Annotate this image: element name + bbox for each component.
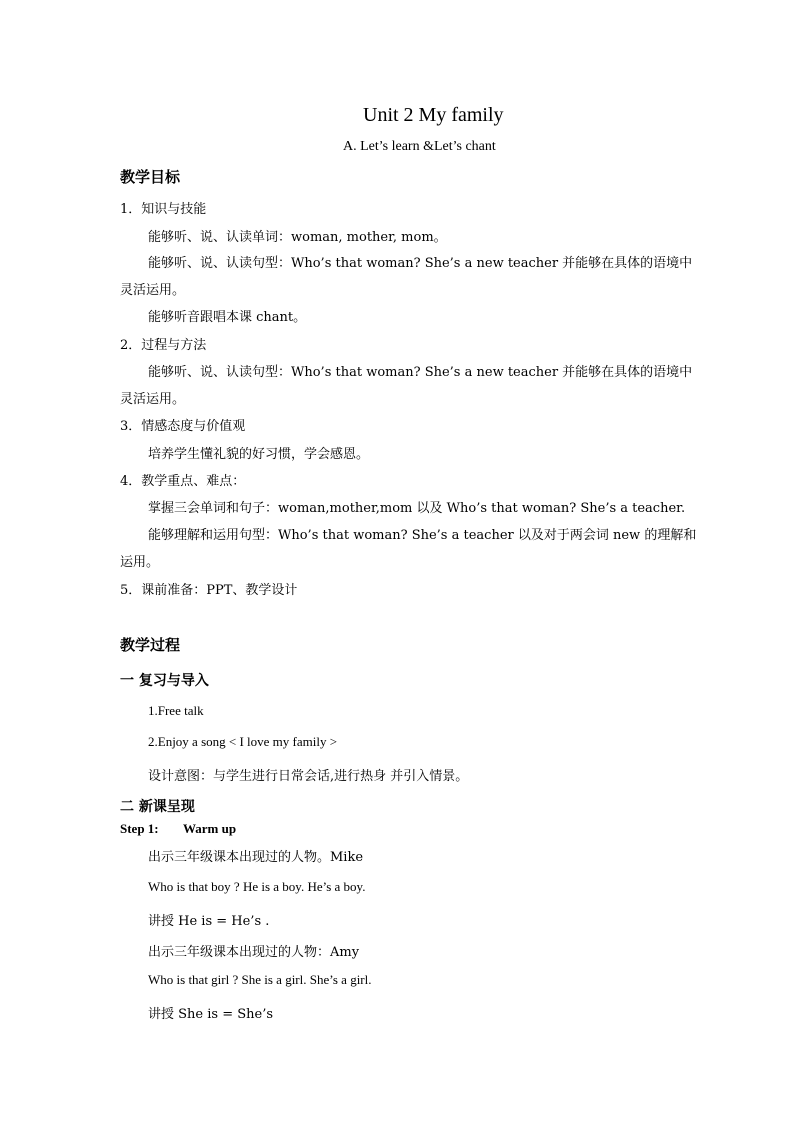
process-part-2: 二 新课呈现 — [120, 799, 195, 815]
process-part-2-line-3: 讲授 He is = He’s . — [148, 914, 270, 929]
page-title: Unit 2 My family — [363, 104, 504, 126]
objective-2-line-1: 能够听、说、认读句型：Who’s that woman? She’s a new teacher 并能够在具体的语境中 — [148, 365, 693, 380]
process-part-1-line-2: 2.Enjoy a song < I love my family > — [148, 734, 338, 749]
process-part-2-line-6: 讲授 She is = She’s — [148, 1007, 273, 1022]
objectives-heading: 教学目标 — [120, 168, 181, 186]
objective-4-line-3: 运用。 — [120, 555, 160, 570]
objective-4-line-2: 能够理解和运用句型：Who’s that woman? She’s a teacher 以及对于两会词 new 的理解和 — [148, 528, 697, 543]
objective-2-line-2: 灵活运用。 — [120, 392, 186, 407]
process-part-1: 一 复习与导入 — [120, 673, 209, 689]
objective-3-heading: 3．情感态度与价值观 — [120, 419, 246, 434]
process-part-2-line-2: Who is that boy ? He is a boy. He’s a boy. — [148, 879, 366, 894]
process-part-2-line-5: Who is that girl ? She is a girl. She’s a girl. — [148, 972, 372, 987]
objective-1-line-2: 能够听、说、认读句型：Who’s that woman? She’s a new teacher 并能够在具体的语境中 — [148, 256, 693, 271]
page-subtitle: A. Let’s learn &Let’s chant — [343, 139, 496, 154]
step-1-name: Warm up — [183, 821, 237, 836]
process-part-2-line-1: 出示三年级课本出现过的人物。Mike — [148, 850, 364, 865]
objective-4-line-1: 掌握三会单词和句子：woman,mother,mom 以及 Who’s that woman? She’s a teacher. — [148, 501, 686, 516]
objective-5-heading: 5．课前准备：PPT、教学设计 — [120, 583, 298, 598]
objective-2-heading: 2．过程与方法 — [120, 338, 207, 353]
objective-1-heading: 1．知识与技能 — [120, 202, 207, 217]
objective-3-line-1: 培养学生懂礼貌的好习惯，学会感恩。 — [148, 447, 370, 462]
objective-4-heading: 4．教学重点、难点： — [120, 474, 246, 489]
process-part-2-line-4: 出示三年级课本出现过的人物：Amy — [148, 945, 360, 960]
objective-1-line-3: 灵活运用。 — [120, 283, 186, 298]
step-1-label: Step 1: — [120, 821, 159, 836]
objective-1-line-1: 能够听、说、认读单词：woman, mother, mom。 — [148, 230, 447, 245]
process-heading: 教学过程 — [120, 636, 181, 654]
objective-1-line-4: 能够听音跟唱本课 chant。 — [148, 310, 307, 325]
process-part-1-line-1: 1.Free talk — [148, 703, 204, 718]
process-part-1-line-3: 设计意图：与学生进行日常会话,进行热身 并引入情景。 — [148, 769, 469, 784]
